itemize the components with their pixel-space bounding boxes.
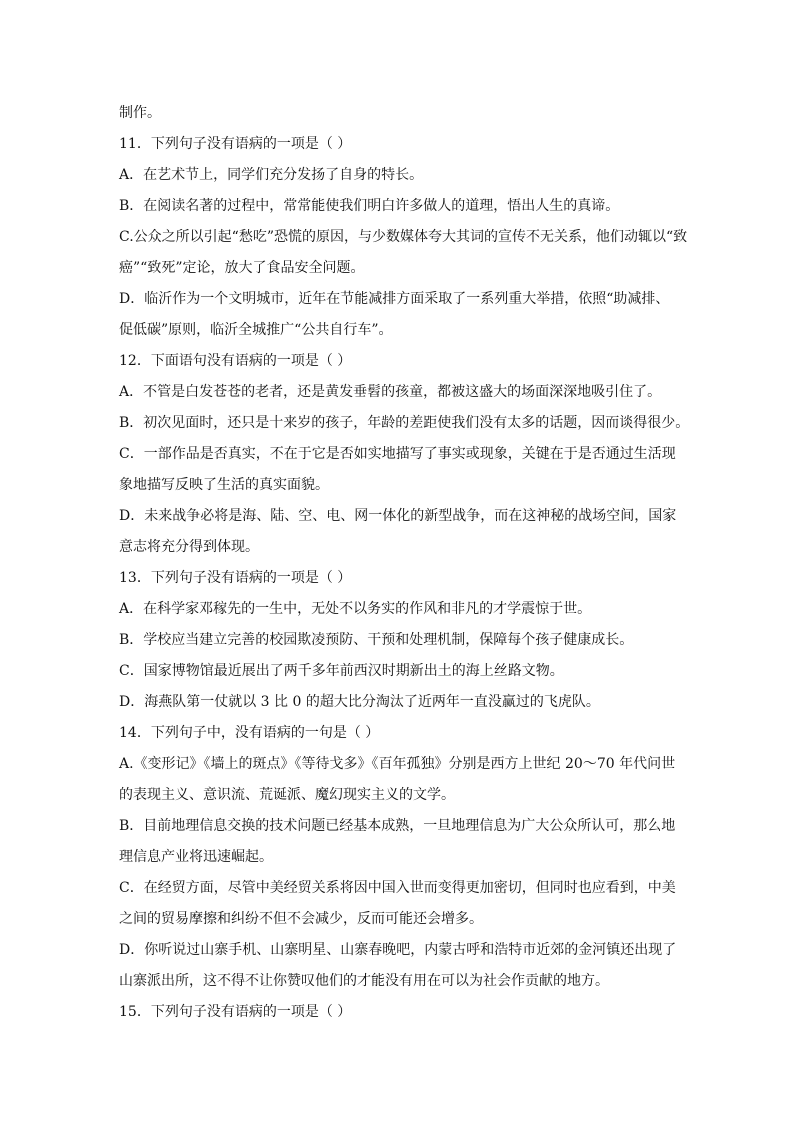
question-11-option-b: B．在阅读名著的过程中，常常能使我们明白许多做人的道理，悟出人生的真谛。: [119, 198, 620, 214]
question-12-option-a: A．不管是白发苍苍的老者，还是黄发垂髫的孩童，都被这盛大的场面深深地吸引住了。: [119, 384, 662, 400]
question-14-option-b: B．目前地理信息交换的技术问题已经基本成熟，一旦地理信息为广大公众所认可，那么地: [119, 818, 676, 834]
question-14-stem: 14．下列句子中，没有语病的一句是（ ）: [119, 725, 380, 741]
question-11-option-a: A．在艺术节上，同学们充分发扬了自身的特长。: [119, 167, 424, 183]
question-14-option-d: D．你听说过山寨手机、山寨明星、山寨春晚吧，内蒙古呼和浩特市近郊的金河镇还出现了: [119, 942, 677, 958]
question-14-option-b-cont: 理信息产业将迅速崛起。: [119, 849, 273, 865]
question-13-option-c: C．国家博物馆最近展出了两千多年前西汉时期新出土的海上丝路文物。: [119, 663, 564, 679]
document-body: [119, 98, 690, 1028]
text-line-continuation: 制作。: [119, 105, 161, 121]
question-11-option-d: D．临沂作为一个文明城市，近年在节能减排方面采取了一系列重大举措，依照“助减排、: [119, 291, 670, 307]
question-13-option-a: A．在科学家邓稼先的一生中，无处不以务实的作风和非凡的才学震惊于世。: [119, 601, 592, 617]
question-12-option-c: C．一部作品是否真实，不在于它是否如实地描写了事实或现象，关键在于是否通过生活现: [119, 446, 676, 462]
question-14-option-d-cont: 山寨派出所，这不得不让你赞叹他们的才能没有用在可以为社会作贡献的地方。: [119, 973, 609, 989]
question-11-option-c: C.公众之所以引起“愁吃”恐慌的原因，与少数媒体夸大其词的宣传不无关系，他们动辄以“致: [119, 229, 688, 245]
question-15-stem: 15．下列句子没有语病的一项是（ ）: [119, 1004, 352, 1020]
question-13-stem: 13．下列句子没有语病的一项是（ ）: [119, 570, 352, 586]
question-12-stem: 12．下面语句没有语病的一项是（ ）: [119, 353, 352, 369]
question-14-option-a-cont: 的表现主义、意识流、荒诞派、魔幻现实主义的文学。: [119, 787, 455, 803]
question-12-option-d: D．未来战争必将是海、陆、空、电、网一体化的新型战争，而在这神秘的战场空间，国家: [119, 508, 677, 524]
question-14-option-c: C．在经贸方面，尽管中美经贸关系将因中国入世而变得更加密切，但同时也应看到，中美: [119, 880, 676, 896]
question-11-stem: 11．下列句子没有语病的一项是（ ）: [119, 136, 352, 152]
question-12-option-d-cont: 意志将充分得到体现。: [119, 539, 259, 555]
question-12-option-b: B．初次见面时，还只是十来岁的孩子，年龄的差距使我们没有太多的话题，因而谈得很少。: [119, 415, 690, 431]
question-13-option-d: D．海燕队第一仗就以 3 比 0 的超大比分淘汰了近两年一直没赢过的飞虎队。: [119, 694, 600, 710]
question-13-option-b: B．学校应当建立完善的校园欺凌预防、干预和处理机制，保障每个孩子健康成长。: [119, 632, 634, 648]
question-14-option-a: A.《变形记》《墙上的斑点》《等待戈多》《百年孤独》分别是西方上世纪 20～70 年代问世: [119, 756, 676, 772]
question-11-option-d-cont: 促低碳”原则，临沂全城推广“公共自行车”。: [119, 322, 393, 338]
question-14-option-c-cont: 之间的贸易摩擦和纠纷不但不会减少，反而可能还会增多。: [119, 911, 483, 927]
question-12-option-c-cont: 象地描写反映了生活的真实面貌。: [119, 477, 329, 493]
question-11-option-c-cont: 癌”“致死”定论，放大了食品安全问题。: [119, 260, 365, 276]
